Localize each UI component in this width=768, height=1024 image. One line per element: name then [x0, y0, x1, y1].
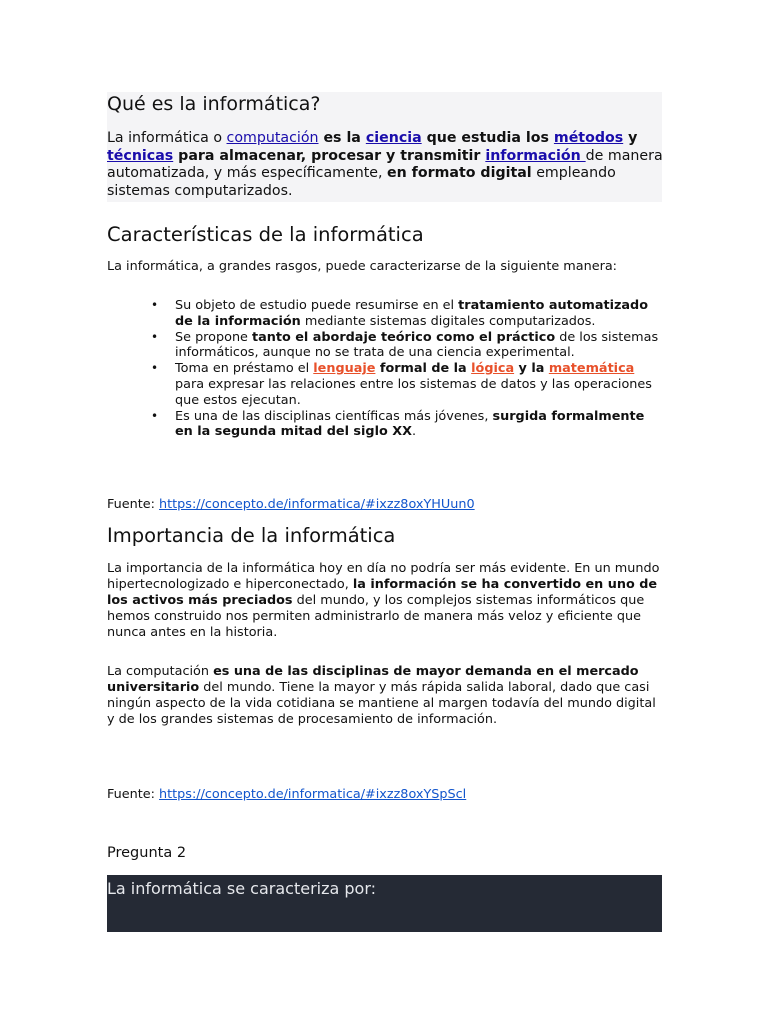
text-bold: es la — [318, 130, 366, 146]
text: del mundo, y los complejos sistemas informáticos que hemos construido nos permiten administrarlo de manera más veloz y eficiente que nunca antes en la historia. — [107, 593, 645, 640]
text-bold: para almacenar, procesar y transmitir — [173, 147, 486, 164]
caracteristicas-list — [151, 298, 663, 440]
text-bold: es una de las disciplinas de mayor demanda en el mercado universitario — [107, 664, 639, 695]
intro-title: Qué es la informática? — [107, 93, 321, 115]
link-logica[interactable]: lógica — [471, 361, 515, 377]
link-computacion[interactable]: computación — [226, 130, 319, 146]
text: para expresar las relaciones entre los sistemas de datos y las operaciones que estos ejecutan. — [175, 376, 652, 408]
text-bold: y — [623, 130, 638, 146]
text: mediante sistemas digitales computarizados. — [300, 313, 596, 329]
intro-section — [107, 92, 662, 202]
importancia-paragraph-2 — [107, 664, 667, 728]
text-bold: tratamiento automatizado de la información — [175, 298, 649, 329]
text-bold: y la — [514, 361, 549, 377]
question-box — [107, 875, 662, 932]
text-bold: tanto el abordaje teórico como el práctico — [252, 329, 556, 345]
text: . — [411, 424, 417, 440]
list-item — [151, 298, 663, 330]
question-text: La informática se caracteriza por: — [107, 879, 377, 898]
list-item — [151, 409, 663, 441]
link-metodos[interactable]: métodos — [553, 130, 624, 146]
text: empleando sistemas computarizados. — [107, 165, 616, 199]
text-bold: que estudia los — [421, 130, 554, 146]
fuente-label: Fuente: — [107, 497, 160, 512]
link-matematica[interactable]: matemática — [548, 361, 635, 377]
list-item — [151, 330, 663, 362]
caracteristicas-lead: La informática, a grandes rasgos, puede caracterizarse de la siguiente manera: — [107, 259, 617, 274]
intro-paragraph — [107, 130, 672, 200]
importancia-paragraph-1 — [107, 561, 667, 641]
text: Es una de las disciplinas científicas más jóvenes, — [175, 408, 493, 424]
text: de manera automatizada, y más específicamente, — [107, 147, 663, 181]
link-tecnicas[interactable]: técnicas — [107, 147, 174, 164]
text: La informática o — [107, 130, 227, 146]
text-bold: en formato digital — [387, 165, 532, 181]
fuente-2 — [107, 787, 466, 802]
text-bold: la información se ha convertido en uno de los activos más preciados — [107, 577, 658, 608]
fuente-2-link[interactable]: https://concepto.de/informatica/#ixzz8oxYSpScl — [159, 787, 467, 802]
text: La computación — [107, 664, 214, 679]
text: Se propone — [175, 329, 252, 345]
text-bold: formal de la — [375, 361, 472, 377]
importancia-title: Importancia de la informática — [107, 524, 396, 547]
link-ciencia[interactable]: ciencia — [365, 130, 422, 146]
fuente-label: Fuente: — [107, 787, 160, 802]
link-informacion[interactable]: información — [485, 147, 586, 164]
fuente-1 — [107, 497, 475, 512]
text: de los sistemas informáticos, aunque no se trata de una ciencia experimental. — [175, 329, 659, 361]
pregunta-label: Pregunta 2 — [107, 845, 187, 861]
text-bold: surgida formalmente en la segunda mitad del siglo XX — [175, 408, 645, 440]
link-lenguaje[interactable]: lenguaje — [313, 361, 376, 377]
text: Toma en préstamo el — [175, 361, 314, 377]
caracteristicas-title: Características de la informática — [107, 223, 424, 246]
text: La importancia de la informática hoy en día no podría ser más evidente. En un mundo hipertecnologizado e hiperconectado, — [107, 561, 660, 592]
text: del mundo. Tiene la mayor y más rápida salida laboral, dado que casi ningún aspecto de la vida cotidiana se mantiene al margen todavía del mundo digital y de los grandes sistemas de procesamiento de información. — [107, 680, 656, 727]
fuente-1-link[interactable]: https://concepto.de/informatica/#ixzz8oxYHUun0 — [159, 497, 475, 512]
text: Su objeto de estudio puede resumirse en el — [175, 298, 459, 313]
list-item — [151, 361, 663, 408]
